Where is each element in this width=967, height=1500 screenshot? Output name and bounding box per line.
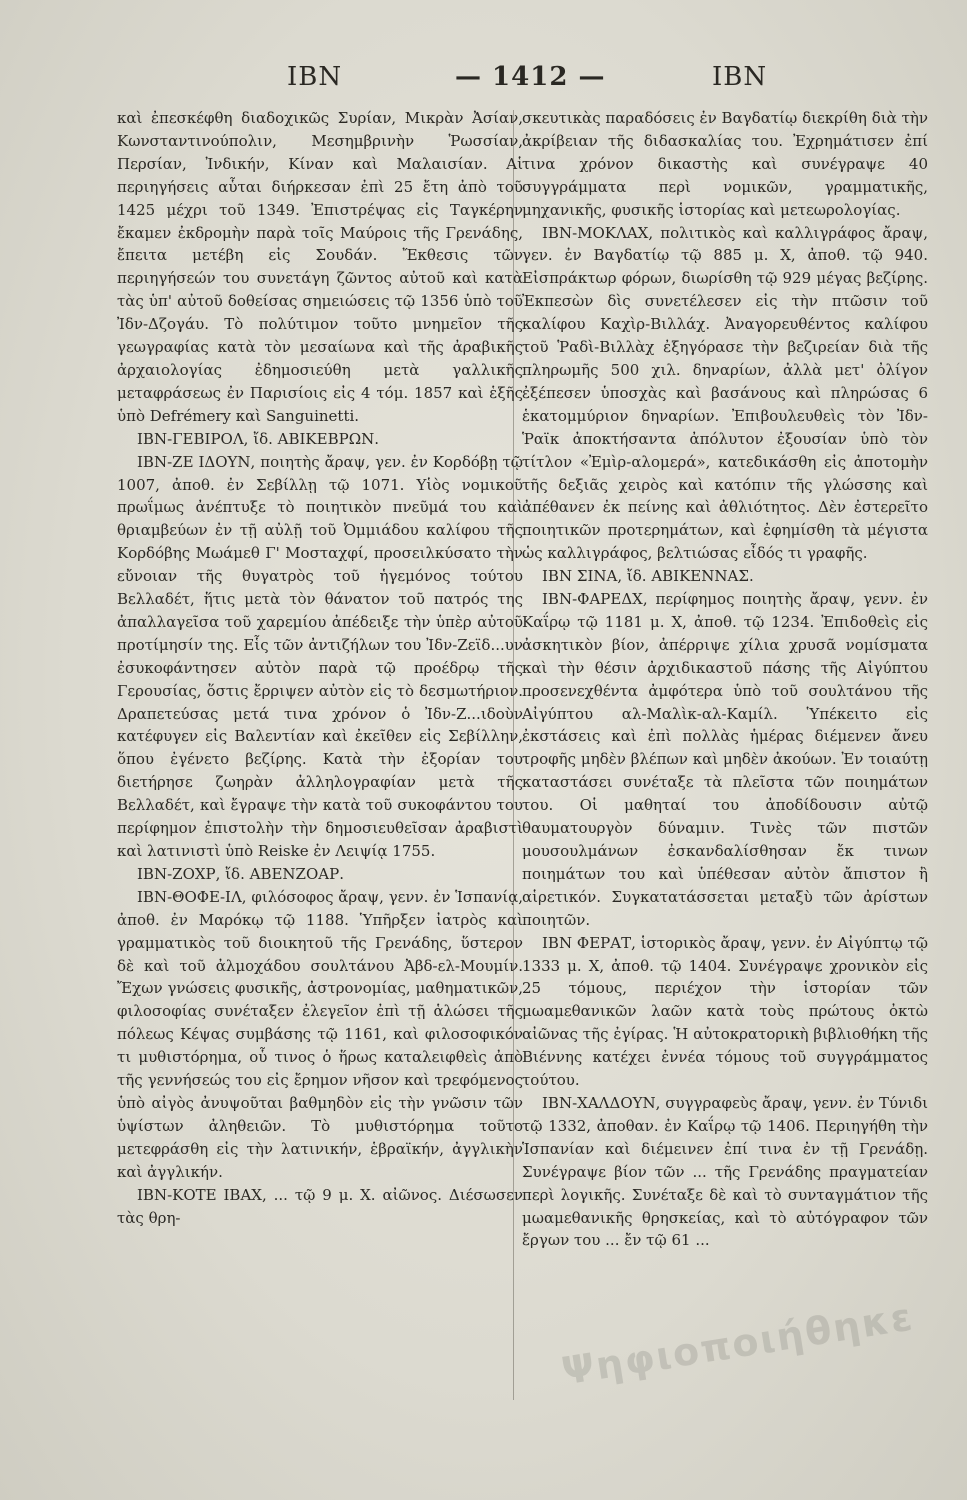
library-watermark: Ψηφιοποιήθηκε bbox=[558, 1294, 917, 1394]
entry-paragraph: IBN ΦΕΡΑΤ, ἱστορικὸς ἄραψ, γενν. ἐν Αἰγύπτῳ τῷ 1333 μ. Χ, ἀποθ. τῷ 1404. Συνέγραψε χρονικὸν εἰς 25 τόμους, περιέχον τὴν ἱστορίαν τῶν μωαμεθανικῶν λαῶν κατὰ τοὺς πρώτους ὀκτὼ αἰῶνας τῆς ἐγίρας. Ἡ αὐτοκρατορικὴ βιβλιοθήκη τῆς Βιέννης κατέχει ἐννέα τόμους τοῦ συγγράμματος τούτου. bbox=[522, 933, 928, 1090]
entry-paragraph: IBN-ΖΕ ΙΔΟΥΝ, ποιητὴς ἄραψ, γεν. ἐν Κορδόβῃ τῷ 1007, ἀποθ. ἐν Σεβίλλῃ τῷ 1071. Υἱὸς νομικοῦ πρωΐμως ἀνέπτυξε τὸ ποιητικὸν πνεῦμά του καὶ θριαμβεύων ἐν τῇ αὐλῇ τοῦ Ὀμμιάδου καλίφου τῆς Κορδόβης Μωάμεθ Γ' Μοσταχφί, προσειλκύσατο τὴν εὔνοιαν τῆς θυγατρὸς τοῦ ἡγεμόνος τούτου Βελλαδέτ, ἥτις μετὰ τὸν θάνατον τοῦ πατρός της ἀπαλλαγεῖσα τοῦ χαρεμίου ἀπέδειξε τὴν ὑπὲρ αὐτοῦ προτίμησίν της. Εἷς τῶν ἀντιζήλων του Ἰδν-Ζεϊδ...υν ἐσυκοφάντησεν αὐτὸν παρὰ τῷ προέδρῳ τῆς Γερουσίας, ὅστις ἔρριψεν αὐτὸν εἰς τὸ δεσμωτήριον. Δραπετεύσας μετά τινα χρόνον ὁ Ἰδν-Ζ...ιδοὺν κατέφυγεν εἰς Βαλεντίαν καὶ ἐκεῖθεν εἰς Σεβίλλην, ὅπου ἐγένετο βεζίρης. Κατὰ τὴν ἐξορίαν του διετήρησε ζωηρὰν ἀλληλογραφίαν μετὰ τῆς Βελλαδέτ, καὶ ἔγραψε τὴν κατὰ τοῦ συκοφάντου του περίφημον ἐπιστολὴν τὴν δημοσιευθεῖσαν ἀραβιστὶ καὶ λατινιστὶ ὑπὸ Reiske ἐν Λειψίᾳ 1755. bbox=[117, 452, 523, 860]
entry-paragraph: IBN ΣΙΝΑ, ἴδ. ΑΒΙΚΕΝΝΑΣ. bbox=[542, 567, 754, 586]
page-number: — 1412 — bbox=[455, 62, 606, 92]
entry-paragraph: IBN-ΖΟΧΡ, ἴδ. ΑΒΕΝΖΟΑΡ. bbox=[137, 864, 344, 883]
header-right-term: IBN bbox=[712, 62, 768, 92]
entry-paragraph: IBN-ΓΕΒΙΡΟΛ, ἴδ. ΑΒΙΚΕΒΡΩΝ. bbox=[137, 429, 380, 448]
entry-paragraph: IBN-ΜΟΚΛΑΧ, πολιτικὸς καὶ καλλιγράφος ἄραψ, γεν. ἐν Βαγδατίῳ τῷ 885 μ. Χ, ἀποθ. τῷ 940. Εἰσπράκτωρ φόρων, διωρίσθη τῷ 929 μέγας βεζίρης. Ἐκπεσὼν δὶς συνετέλεσεν εἰς τὴν πτῶσιν τοῦ καλίφου Καχὶρ-Βιλλάχ. Ἀναγορευθέντος καλίφου τοῦ Ῥαδὶ-Βιλλὰχ ἐξηγόρασε τὴν βεζιρείαν διὰ τῆς πληρωμῆς 500 χιλ. δηναρίων, ἀλλὰ μετ' ὀλίγον ἐξέπεσεν ὑποσχὰς καὶ βασάνους καὶ πληρώσας 6 ἑκατομμύριον δηναρίων. Ἐπιβουλευθεὶς τὸν Ἰδν-Ῥαϊκ ἀποκτήσαντα ἀπόλυτον ἐξουσίαν ὑπὸ τὸν τίτλον «Ἐμὶρ-αλομερά», κατεδικάσθη εἰς ἀποτομὴν τῆς δεξιᾶς χειρὸς καὶ κατόπιν τῆς γλώσσης καὶ ἀπέθανεν ἐκ πείνης καὶ ἀθλιότητος. Δὲν ἐστερεῖτο ποιητικῶν προτερημάτων, καὶ ἐφημίσθη τὰ μέγιστα ὡς καλλιγράφος, βελτιώσας εἶδός τι γραφῆς. bbox=[522, 223, 928, 563]
entry-paragraph: σκευτικὰς παραδόσεις ἐν Βαγδατίῳ διεκρίθη διὰ τὴν ἀκρίβειαν τῆς διδασκαλίας του. Ἐχρημάτισεν ἐπί τινα χρόνον δικαστὴς καὶ συνέγραψε 40 συγγράμματα περὶ νομικῶν, γραμματικῆς, μηχανικῆς, φυσικῆς ἱστορίας καὶ μετεωρολογίας. bbox=[522, 109, 928, 219]
entry-paragraph: IBN-ΧΑΛΔΟΥΝ, συγγραφεὺς ἄραψ, γενν. ἐν Τύνιδι τῷ 1332, ἀποθαν. ἐν Καΐρῳ τῷ 1406. Περιηγήθη τὴν Ἱσπανίαν καὶ διέμεινεν ἐπί τινα ἐν τῇ Γρενάδῃ. Συνέγραψε βίον τῶν ... τῆς Γρενάδης πραγματείαν περὶ λογικῆς. Συνέταξε δὲ καὶ τὸ συνταγμάτιον τῆς μωαμεθανικῆς θρησκείας, καὶ τὸ αὐτόγραφον τῶν ἔργων του ... ἔν τῷ 61 ... bbox=[522, 1093, 928, 1250]
header-left-term: IBN bbox=[287, 62, 343, 92]
left-column bbox=[117, 107, 523, 1229]
right-column bbox=[522, 107, 928, 1252]
entry-paragraph: καὶ ἐπεσκέφθη διαδοχικῶς Συρίαν, Μικρὰν Ἀσίαν, Κωνσταντινούπολιν, Μεσημβρινὴν Ῥωσσίαν, Περσίαν, Ἰνδικήν, Κίναν καὶ Μαλαισίαν. Αἱ περιηγήσεις αὗται διήρκεσαν ἐπὶ 25 ἔτη ἀπὸ τοῦ 1425 μέχρι τοῦ 1349. Ἐπιστρέψας εἰς Ταγκέρην ἔκαμεν ἐκδρομὴν παρὰ τοῖς Μαύροις τῆς Γρενάδης, ἔπειτα μετέβη εἰς Σουδάν. Ἔκθεσις τῶν περιηγήσεών του συνετάγη ζῶντος αὐτοῦ καὶ κατὰ τὰς ὑπ' αὐτοῦ δοθείσας σημειώσεις τῷ 1356 ὑπὸ τοῦ Ἰδν-Δζογάυ. Τὸ πολύτιμον τοῦτο μνημεῖον τῆς γεωγραφίας κατὰ τὸν μεσαίωνα καὶ τῆς ἀραβικῆς ἀρχαιολογίας ἐδημοσιεύθη μετὰ γαλλικῆς μεταφράσεως ἐν Παρισίοις εἰς 4 τόμ. 1857 καὶ ἑξῆς ὑπὸ Defrémery καὶ Sanguinetti. bbox=[117, 109, 523, 425]
entry-paragraph: IBN-ΘΟΦΕ-ΙΛ, φιλόσοφος ἄραψ, γενν. ἐν Ἱσπανίᾳ, ἀποθ. ἐν Μαρόκῳ τῷ 1188. Ὑπῆρξεν ἰατρὸς καὶ γραμματικὸς τοῦ διοικητοῦ τῆς Γρενάδης, ὕστερον δὲ καὶ τοῦ ἀλμοχάδου σουλτάνου Ἀβδ-ελ-Μουμίν. Ἔχων γνώσεις φυσικῆς, ἀστρονομίας, μαθηματικῶν, φιλοσοφίας συνέταξεν ἐλεγεῖον ἐπὶ τῇ ἁλώσει τῆς πόλεως Κέψας συμβάσης τῷ 1161, καὶ φιλοσοφικόν τι μυθιστόρημα, οὗ τινος ὁ ἥρως καταλειφθεὶς ἀπὸ τῆς γεννήσεώς του εἰς ἔρημον νῆσον καὶ τρεφόμενος ὑπὸ αἰγὸς ἀνυψοῦται βαθμηδὸν εἰς τὴν γνῶσιν τῶν ὑψίστων ἀληθειῶν. Τὸ μυθιστόρημα τοῦτο μετεφράσθη εἰς τὴν λατινικήν, ἑβραϊκήν, ἀγγλικὴν καὶ ἀγγλικήν. bbox=[117, 887, 523, 1181]
entry-paragraph: IBN-ΚΟΤΕ ΙΒΑΧ, ... τῷ 9 μ. Χ. αἰῶνος. Διέσωσεν τὰς θρη- bbox=[117, 1185, 523, 1227]
page-header bbox=[0, 62, 967, 102]
entry-paragraph: IBN-ΦΑΡΕΔΧ, περίφημος ποιητὴς ἄραψ, γενν. ἐν Καΐρῳ τῷ 1181 μ. Χ, ἀποθ. τῷ 1234. Ἐπιδοθεὶς εἰς ἀσκητικὸν βίον, ἀπέρριψε χίλια χρυσᾶ νομίσματα καὶ τὴν θέσιν ἀρχιδικαστοῦ πάσης τῆς Αἰγύπτου προσενεχθέντα ἀμφότερα ὑπὸ τοῦ σουλτάνου τῆς Αἰγύπτου αλ-Μαλὶκ-αλ-Καμίλ. Ὑπέκειτο εἰς ἐκστάσεις καὶ ἐπὶ πολλὰς ἡμέρας διέμενεν ἄνευ τροφῆς μηδὲν βλέπων καὶ μηδὲν ἀκούων. Ἐν τοιαύτῃ καταστάσει συνέταξε τὰ πλεῖστα τῶν ποιημάτων του. Οἱ μαθηταί του ἀποδίδουσιν αὐτῷ θαυματουργὸν δύναμιν. Τινὲς τῶν πιστῶν μουσουλμάνων ἐσκανδαλίσθησαν ἔκ τινων ποιημάτων του καὶ ὑπέθεσαν αὐτὸν ἄπιστον ἢ αἱρετικόν. Συγκατατάσσεται μεταξὺ τῶν ἀρίστων ποιητῶν. bbox=[522, 590, 928, 929]
